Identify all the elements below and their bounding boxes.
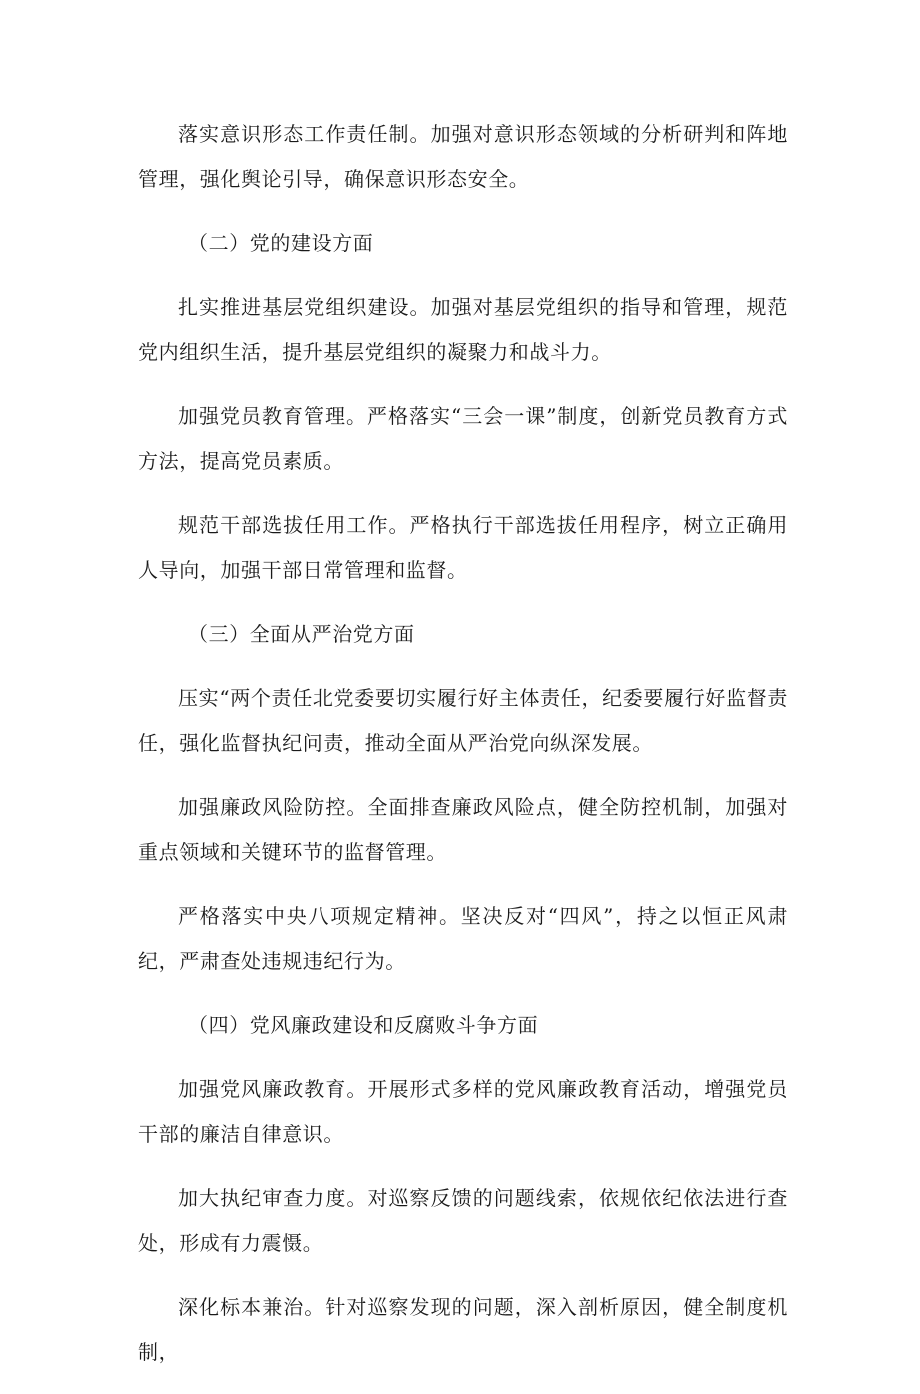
paragraph-integrity-education: 加强党风廉政教育。开展形式多样的党风廉政教育活动，增强党员干部的廉洁自律意识。 [138,1077,788,1146]
section-heading-party-building: （二）党的建设方面 [188,231,374,255]
section-heading-strict-governance: （三）全面从严治党方面 [188,622,415,646]
section-heading-anti-corruption: （四）党风廉政建设和反腐败斗争方面 [188,1013,539,1037]
document-page [138,112,788,1394]
paragraph-cadre-selection: 规范干部选拔任用工作。严格执行干部选拔任用程序，树立正确用人导向，加强干部日常管理和监督。 [138,513,788,582]
paragraph-ideology-responsibility: 落实意识形态工作责任制。加强对意识形态领域的分析研判和阵地管理，强化舆论引导，确保意识形态安全。 [138,122,788,191]
paragraph-discipline-review: 加大执纪审查力度。对巡察反馈的问题线索，依规依纪依法进行查处，形成有力震慑。 [138,1186,788,1255]
paragraph-root-causes: 深化标本兼治。针对巡察发现的问题，深入剖析原因，健全制度机制， [138,1295,788,1364]
paragraph-member-education: 加强党员教育管理。严格落实“三会一课”制度，创新党员教育方式方法，提高党员素质。 [138,404,788,473]
paragraph-two-responsibilities: 压实“两个责任北党委要切实履行好主体责任，纪委要履行好监督责任，强化监督执纪问责，推动全面从严治党向纵深发展。 [138,686,788,755]
paragraph-eight-provisions: 严格落实中央八项规定精神。坚决反对“四风”，持之以恒正风肃纪，严肃查处违规违纪行为。 [138,904,788,973]
paragraph-risk-control: 加强廉政风险防控。全面排查廉政风险点，健全防控机制，加强对重点领域和关键环节的监督管理。 [138,795,788,864]
paragraph-grassroots-organization: 扎实推进基层党组织建设。加强对基层党组织的指导和管理，规范党内组织生活，提升基层党组织的凝聚力和战斗力。 [138,295,788,364]
